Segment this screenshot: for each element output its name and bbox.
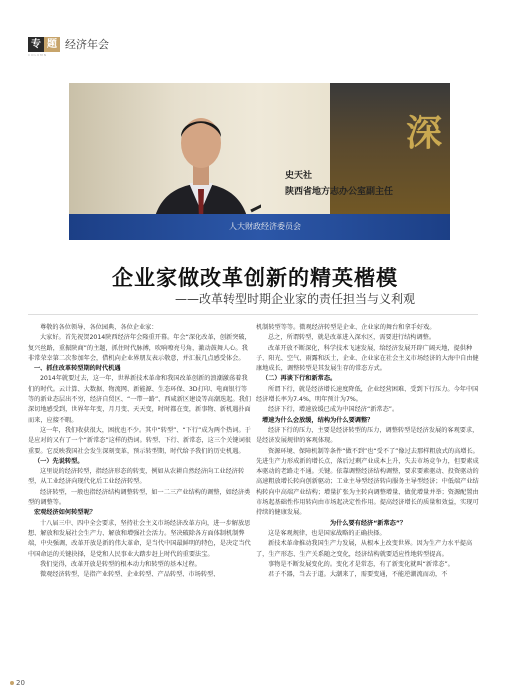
photo-caption [285,168,425,197]
section-heading: 为什么要有经济“新常态”？ [329,519,407,527]
section-heading: 一、抓住改革转型期的时代机遇 [34,365,121,373]
body-paragraph: 新技术革命推动我国生产力发展，从根本上改变世界。因为生产力水平提高了，生产形态、生产关系随之变化，经济结构就要适应性地转型提高。 [256,540,473,558]
column-subtitle: COLUMN [28,53,48,57]
body-paragraph: 经济下行的压力，主要是经济转型的压力，调整转型是经济发展的客观要求，是经济发展规律的客观体现。 [256,426,479,445]
body-paragraph: 改革开放不断深化，科学技术飞速发展，给经济发展开辟广阔天地，提供种子、阳光、空气、雨露和沃土，企业、企业家在社会主义市场经济的大海中自由健康地成长，调整转型是其发展生存的常态方式。 [256,344,479,373]
body-paragraph: 这是客观规律，也是国家战略的正确抉择。 [268,529,386,537]
body-paragraph: 这里说的经济转型，指经济形态的转变，例如从农耕自然经济向工业经济转型，从工业经济向现代化后工业经济转型。 [28,468,245,486]
article-title: 企业家做改革创新的精英楷模 [112,266,398,290]
column-header [28,36,109,52]
caption-name: 史天社 [285,171,313,181]
body-paragraph: 经济下行，增速放缓已成为中国经济“新常态”。 [268,406,399,414]
backdrop-text: 深 [405,113,442,154]
body-paragraph: 君子不器，当去于道。大潮来了，需要变通，不能逆潮流而动，不 [268,571,448,579]
body-column-left [28,323,252,580]
section-heading: 宏观经济如何转型呢？ [34,509,96,517]
column-badge-zhuan: 专 [28,37,44,52]
body-paragraph: 事物是不断发展变化的。变化才是常态，有了新变化就叫“新常态”。 [268,560,454,568]
caption-role: 陕西省地方志办公室副主任 [285,187,394,197]
column-badge-ti: 题 [44,37,60,52]
banner-text: 人大财政经济委员会 [229,222,301,231]
body-paragraph: 机制转型等等。微观经济转型是企业、企业家的舞台和拿手好戏。 [256,324,436,331]
body-paragraph: 尊敬的各位领导、各位园典、各位企业家： [40,324,158,331]
body-paragraph: 微观经济转型，是指产业转型、企业转型、产品转型、市场转型、 [40,571,220,579]
page-number [10,679,25,687]
body-paragraph: 经济转型，一般也指经济结构调整转型，如一二三产业结构的调整，如经济类型的调整等。 [28,488,251,507]
body-paragraph: 我们觉得，改革开放是转型的根本动力和转型的基本过程。 [40,560,201,568]
speaker-photo [69,83,450,240]
body-paragraph: 总之，所谓转型，就是改革进入深水区，需要进行结构调整。 [268,334,436,342]
page-number-text: 20 [16,679,25,687]
page-dot-icon [10,681,14,685]
section-heading: （一）先说转型。 [34,457,84,465]
section-heading: 增速为什么会放缓，结构为什么要调整？ [262,416,374,424]
title-divider [28,314,478,315]
section-heading: （二）再谈下行和新常态。 [262,375,337,383]
body-paragraph: 这一年，我们收获很大，困扰也不少。其中“转型”、“下行”成为两个热词。于是应对的又有了一个“新常态”这样的热词。转型、下行、新常态，这三个关键词很重要。它反映我国社会发生深刻变革，预示转型期，时代给予我们的历史机遇。 [28,426,251,455]
body-paragraph: 所谓下行，就是经济增长速度降低，企业经营困难、受到下行压力。今年中国经济增长率为7.4%，明年预计为7%。 [256,385,479,404]
photo-banner [69,214,450,240]
article-subtitle-wrap [0,290,510,307]
body-column-right [256,323,480,580]
article-subtitle: ——改革转型时期企业家的责任担当与义利观 [174,292,415,306]
body-paragraph: 大家好。首先祝贺2014陕西经济年会隆重开幕。年会“深化改革，创新突破，复兴丝路，重振陕商”的主题，抓住时代脉搏，吹响嘹亮号角，激动鼓舞人心。我非常荣幸第二次参加年会，借机向企业界朋友表示敬意，并汇报几点感受体会。 [28,334,251,362]
body-paragraph: 2014年就要过去，这一年，世界新技术革命和我国改革创新的浪潮激荡着我们的时代。云计算、大数据、物流网、新能源、生态环保、3D打印、电商银行等等的新业态层出不穷，经济自贸区、“一带一路”、西咸新区建设等高潮迭起。我们深切地感受到，世界年年变，月月变、天天变，时时都在变，新事物、新机遇扑面而来，应接不暇。 [28,375,251,424]
body-paragraph: 十八届三中、四中全会要求，坚持社会主义市场经济改革方向，进一步解放思想、解放和发展社会生产力、解放和增强社会活力。坚决破除各方面体制机制弊端，中央强调，改革开放是新的伟大革命，是当代中国最鲜明的特色，是决定当代中国命运的关键抉择，是党和人民事业大踏步赶上时代的重要法宝。 [28,519,251,558]
body-paragraph: 资源环境、保障机制等条件“做不到”也“受不了”像过去那样粗放式的高增长。先进生产力形成新的增长点，落后过剩产业成本上升，失去市场竞争力，但要素成本驱动的老路走不通。关键。依靠调整经济结构调整，要求要素驱动、投资驱动的高速粗放增长转向创新驱动；工业主导型经济转向服务主导型经济；中低端产业结构转向中高端产业结构；增量扩张为主转向调整增量、做优增量并举；资源配置由市场起基础性作用转向由市场起决定性作用。提高经济增长的质量和效益，实现可持续的健康发展。 [256,447,479,517]
column-title: 经济年会 [65,38,109,51]
